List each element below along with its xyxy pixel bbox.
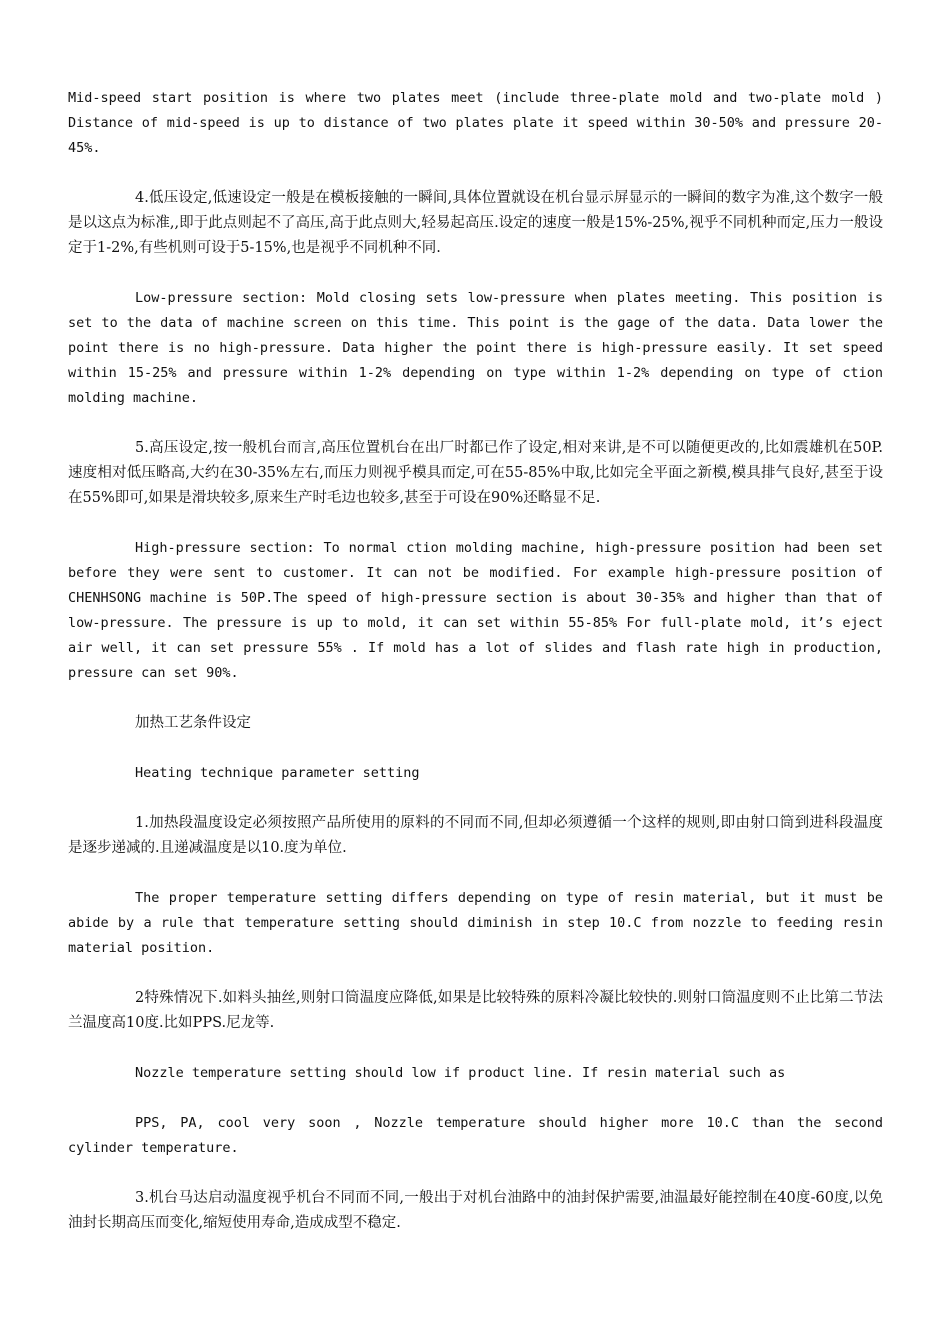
heading-heating-cn: 加热工艺条件设定 <box>135 715 251 731</box>
paragraph-special-case-cn: 2特殊情况下.如料头抽丝,则射口筒温度应降低,如果是比较特殊的原料冷凝比较快的.则射口筒温度则不止比第二节法兰温度高10度.比如PPS.尼龙等. <box>68 990 883 1031</box>
paragraph-special-case-en-1: Nozzle temperature setting should low if product line. If resin material such as <box>135 1065 786 1081</box>
paragraph-heating-rule-cn: 1.加热段温度设定必须按照产品所使用的原料的不同而不同,但却必须遵循一个这样的规则,即由射口筒到进科段温度是逐步递减的.且递减温度是以10.度为单位. <box>68 815 883 856</box>
document-page <box>68 86 883 1236</box>
paragraph-low-pressure-en: Low-pressure section: Mold closing sets low-pressure when plates meeting. This position is set to the data of machine screen on this time. This point is the gage of the data. Data lower the point there is no high-pressure. Data higher the point there is high-pressure easily. It set speed within 15-25% and pressure within 1-2% depending on type within 1-2% depending on type of ction molding machine. <box>68 290 883 406</box>
paragraph-heating-rule-en: The proper temperature setting differs depending on type of resin material, but it must be abide by a rule that temperature setting should diminish in step 10.C from nozzle to feeding resin material position. <box>68 890 883 956</box>
paragraph-mid-speed-en: Mid-speed start position is where two plates meet (include three-plate mold and two-plate mold ) Distance of mid-speed is up to distance of two plates plate it speed within 30-50% and pressure 20-45%. <box>68 90 883 156</box>
paragraph-oil-temp-cn: 3.机台马达启动温度视乎机台不同而不同,一般出于对机台油路中的油封保护需要,油温最好能控制在40度-60度,以免油封长期高压而变化,缩短使用寿命,造成成型不稳定. <box>68 1190 883 1231</box>
paragraph-low-pressure-cn: 4.低压设定,低速设定一般是在模板接触的一瞬间,具体位置就设在机台显示屏显示的一瞬间的数字为准,这个数字一般是以这点为标准,,即于此点则起不了高压,高于此点则大,轻易起高压.设定的速度一般是15%-25%,视乎不同机种而定,压力一般设定于1-2%,有些机则可设于5-15%,也是视乎不同机种不同. <box>68 190 883 256</box>
paragraph-special-case-en-2: PPS, PA, cool very soon , Nozzle temperature should higher more 10.C than the second cylinder temperature. <box>68 1115 883 1156</box>
paragraph-high-pressure-en: High-pressure section: To normal ction molding machine, high-pressure position had been set before they were sent to customer. It can not be modified. For example high-pressure position of CHENHSONG machine is 50P.The speed of high-pressure section is about 30-35% and higher than that of low-pressure. The pressure is up to mold, it can set within 55-85% For full-plate mold, it’s eject air well, it can set pressure 55% . If mold has a lot of slides and flash rate high in production, pressure can set 90%. <box>68 540 883 681</box>
paragraph-high-pressure-cn: 5.高压设定,按一般机台而言,高压位置机台在出厂时都已作了设定,相对来讲,是不可以随便更改的,比如震雄机在50P.速度相对低压略高,大约在30-35%左右,而压力则视乎模具而定,可在55-85%中取,比如完全平面之新模,模具排气良好,甚至于设在55%即可,如果是滑块较多,原来生产时毛边也较多,甚至于可设在90%还略显不足. <box>68 440 883 506</box>
heading-heating-en: Heating technique parameter setting <box>135 765 420 781</box>
